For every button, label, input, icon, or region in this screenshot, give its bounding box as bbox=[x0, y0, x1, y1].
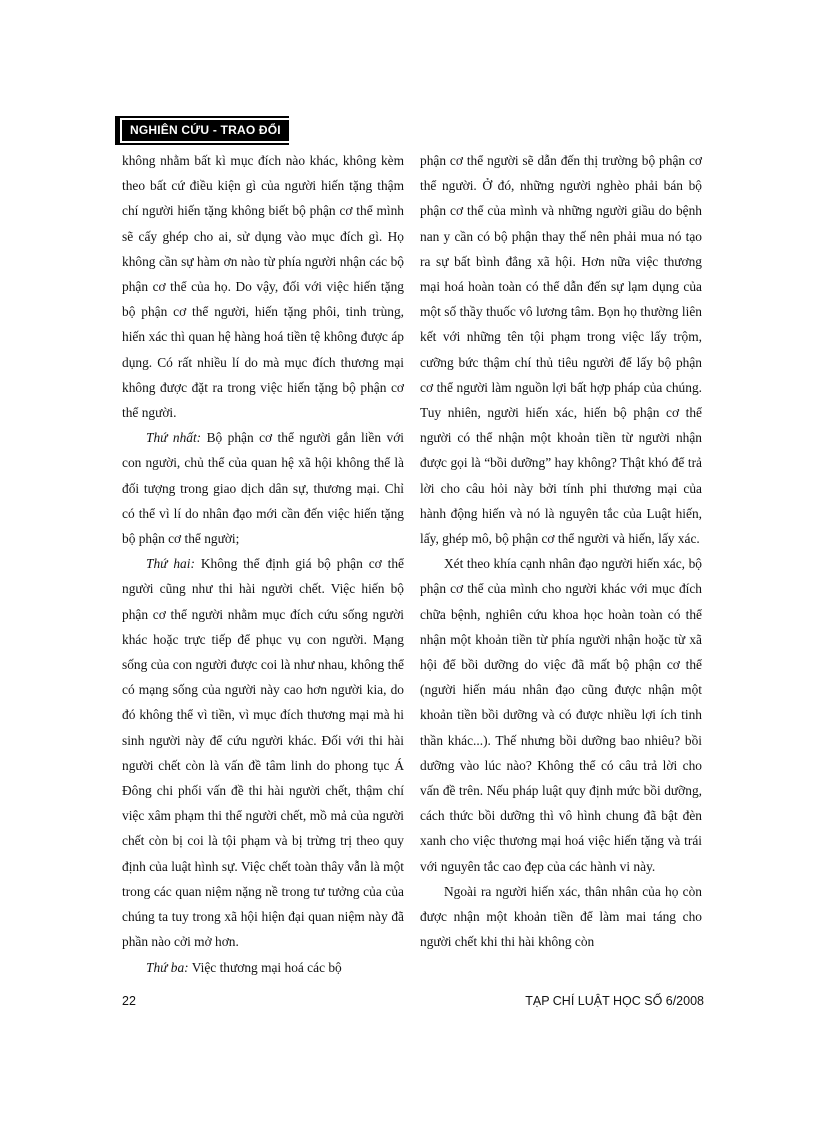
paragraph-text: Bộ phận cơ thể người gắn liền với con người, chủ thể của quan hệ xã hội không thể là đối tượng trong giao dịch dân sự, thương mại. Chỉ có thể vì lí do nhân đạo mới cần đến việc hiến tặng bộ phận cơ thể người; bbox=[122, 430, 405, 547]
section-label-text: NGHIÊN CỨU - TRAO ĐỔI bbox=[122, 120, 289, 141]
paragraph-lead: Thứ ba: bbox=[146, 959, 189, 975]
paragraph bbox=[122, 955, 404, 980]
paragraph bbox=[122, 551, 404, 954]
paragraph bbox=[122, 425, 404, 551]
section-label-bar bbox=[115, 118, 120, 143]
section-label bbox=[115, 116, 289, 145]
left-column bbox=[122, 148, 404, 980]
paragraph-text: Không thể định giá bộ phận cơ thể người cũng như thi hài người chết. Việc hiến bộ phận cơ thể người nhằm mục đích cứu sống người khác hoặc trực tiếp để phục vụ con người. Mạng sống của con người được coi là như nhau, không thể có mạng sống của người này cao hơn người kia, do đó không thể vì tiền, vì mục đích thương mại mà hi sinh người này để cứu người khác. Đối với thi hài người chết còn là vấn đề tâm linh do phong tục Á Đông chi phối vấn đề thi hài người chết, thậm chí việc xâm phạm thi thể người chết, mồ mả của người chết còn bị coi là tội phạm và bị trừng trị theo quy định của luật hình sự. Việc chết toàn thây vẫn là một trong các quan niệm nặng nề trong tư tưởng của của chúng ta tuy trong xã hội hiện đại quan niệm này đã phần nào cởi mở hơn. bbox=[122, 556, 404, 950]
paragraph: Xét theo khía cạnh nhân đạo người hiến xác, bộ phận cơ thể của mình cho người khác với mục đích chữa bệnh, nghiên cứu khoa học hoàn toàn có thể nhận một khoản tiền từ phía người nhận hoặc từ xã hội để bồi dưỡng do việc đã mất bộ phận cơ thể (người hiến máu nhân đạo cũng được nhận một khoản tiền bồi dưỡng và có được nhiều lợi ích tinh thần khác...). Thế nhưng bồi dưỡng bao nhiêu? bồi dưỡng vào lúc nào? Không thể có câu trả lời cho vấn đề trên. Nếu pháp luật quy định mức bồi dưỡng, cách thức bồi dưỡng thì vô hình chung đã bật đèn xanh cho việc thương mại hoá việc hiến tặng và trái với nguyên tắc cao đẹp của các hành vi này. bbox=[420, 556, 702, 874]
paragraph-lead: Thứ hai: bbox=[146, 556, 195, 572]
paragraph: Ngoài ra người hiến xác, thân nhân của họ còn được nhận một khoản tiền để làm mai táng cho người chết khi thi hài không còn bbox=[420, 883, 702, 950]
paragraph: phận cơ thể người sẽ dẫn đến thị trường bộ phận cơ thể người. Ở đó, những người nghèo phải bán bộ phận cơ thể của mình và những người giầu do bệnh nan y cần có bộ phận thay thế nên phải mua nó tạo ra sự bất bình đẳng xã hội. Hơn nữa việc thương mại hoá hoàn toàn có thể dẫn đến sự lạm dụng của một số thầy thuốc vô lương tâm. Bọn họ thường liên kết với những tên tội phạm trong việc lấy trộm, cưỡng bức thậm chí thủ tiêu người để lấy bộ phận cơ thể người làm nguồn lợi bất hợp pháp của chúng. Tuy nhiên, người hiến xác, hiến bộ phận cơ thể người có thể nhận một khoản tiền từ người nhận được gọi là “bồi dưỡng” hay không? Thật khó để trả lời cho câu hỏi này bởi tính phi thương mại của hành động hiến và nó là nguyên tắc của Luật hiến, lấy, ghép mô, bộ phận cơ thể người và hiến, lấy xác. bbox=[420, 153, 702, 547]
page-number: 22 bbox=[122, 994, 136, 1008]
paragraph-text: Việc thương mại hoá các bộ bbox=[188, 959, 342, 975]
paragraph-lead: Thứ nhất: bbox=[146, 430, 202, 446]
paragraph: không nhằm bất kì mục đích nào khác, không kèm theo bất cứ điều kiện gì của người hiến tặng thậm chí người hiến tặng không biết bộ phận cơ thể mình sẽ cấy ghép cho ai, sử dụng vào mục đích gì. Họ không cần sự hàm ơn nào từ phía người nhận các bộ phận cơ thể của họ. Do vậy, đối với việc hiến tặng bộ phận cơ thể người, hiến tặng phôi, tinh trùng, hiến xác thì quan hệ hàng hoá tiền tệ không được áp dụng. Có rất nhiều lí do mà mục đích thương mại không được đặt ra trong việc hiến tặng bộ phận cơ thể người. bbox=[122, 153, 404, 421]
journal-title: TẠP CHÍ LUẬT HỌC SỐ 6/2008 bbox=[525, 994, 704, 1008]
right-column bbox=[420, 148, 702, 955]
